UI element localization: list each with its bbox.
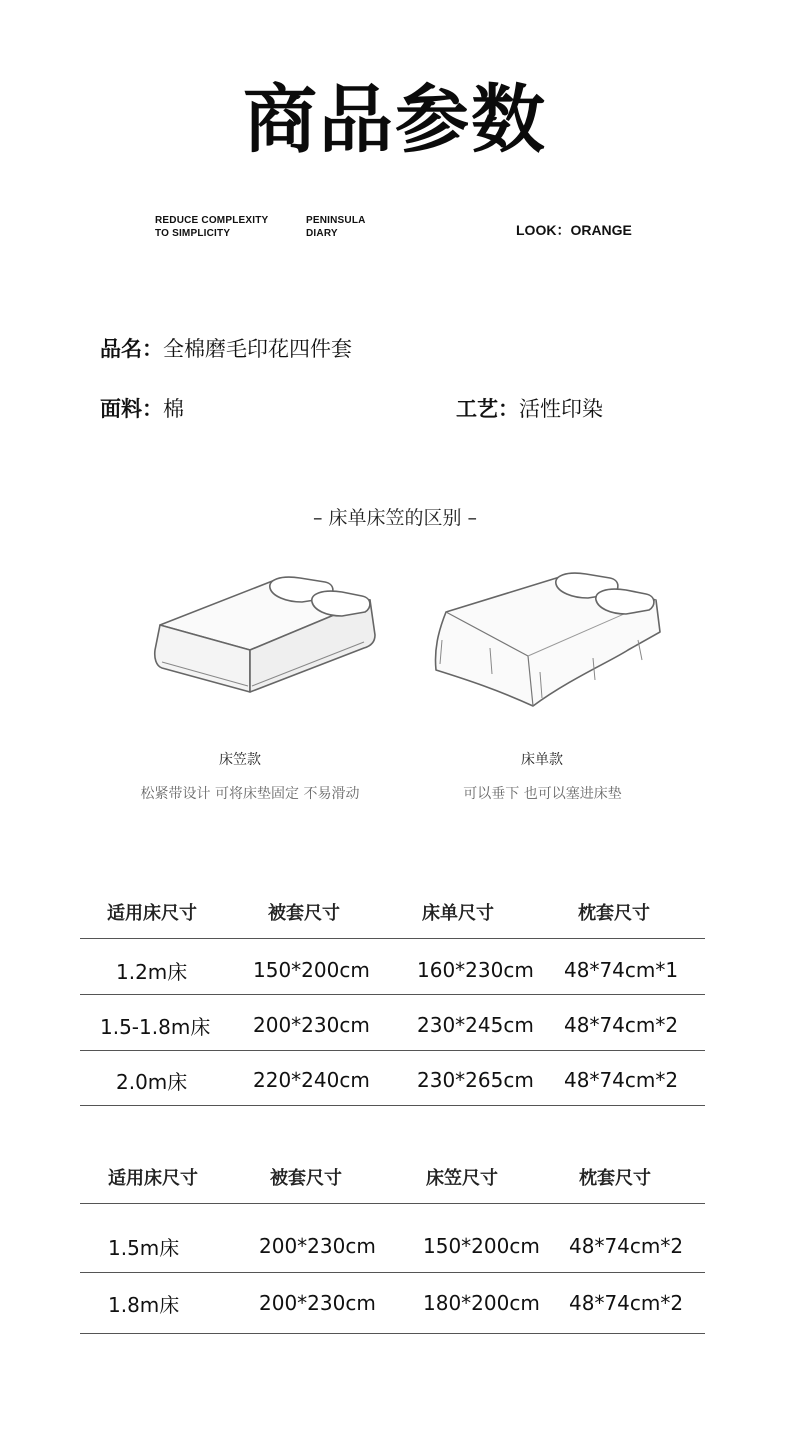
table-cell: 150*200cm: [423, 1234, 540, 1258]
brand-line-2: DIARY: [306, 228, 338, 239]
look-label: LOOK：ORANGE: [516, 222, 632, 238]
flat-sheet-description: 可以垂下 也可以塞进床垫: [463, 786, 622, 802]
table-divider: [80, 1272, 705, 1273]
table-cell: 48*74cm*2: [564, 1013, 679, 1037]
table-cell: 220*240cm: [253, 1068, 370, 1092]
fitted-sheet-illustration: [150, 570, 380, 700]
flat-sheet-label: 床单款: [521, 752, 563, 768]
table-header-cell: 适用床尺寸: [107, 903, 197, 924]
tagline-block: [155, 214, 268, 240]
fabric-row: [100, 395, 184, 423]
craft-key: 工艺：: [456, 397, 519, 421]
table-divider: [80, 1105, 705, 1106]
table-cell: 1.5m床: [108, 1236, 180, 1260]
table-cell: 200*230cm: [259, 1291, 376, 1315]
fitted-sheet-description: 松紧带设计 可将床垫固定 不易滑动: [140, 786, 360, 802]
table-cell: 200*230cm: [253, 1013, 370, 1037]
table-cell: 48*74cm*2: [564, 1068, 679, 1092]
table-cell: 48*74cm*1: [564, 958, 679, 982]
table-header-cell: 被套尺寸: [268, 903, 340, 924]
product-name-row: [100, 335, 352, 363]
table-cell: 230*265cm: [417, 1068, 534, 1092]
table-cell: 150*200cm: [253, 958, 370, 982]
difference-heading: – 床单床笠的区别 –: [312, 507, 478, 529]
product-name-value: 全棉磨毛印花四件套: [163, 337, 352, 361]
table-header-cell: 枕套尺寸: [579, 1168, 651, 1189]
tagline-line-1: REDUCE COMPLEXITY: [155, 215, 269, 226]
table-cell: 180*200cm: [423, 1291, 540, 1315]
table-header-cell: 适用床尺寸: [108, 1168, 198, 1189]
craft-value: 活性印染: [519, 397, 603, 421]
table-cell: 160*230cm: [417, 958, 534, 982]
table-cell: 1.8m床: [108, 1293, 180, 1317]
table-header-cell: 床笠尺寸: [426, 1168, 498, 1189]
table-divider: [80, 1333, 705, 1334]
table-cell: 48*74cm*2: [569, 1291, 684, 1315]
fitted-sheet-label: 床笠款: [219, 752, 261, 768]
table-divider: [80, 994, 705, 995]
table-cell: 1.2m床: [116, 960, 188, 984]
brand-line-1: PENINSULA: [306, 215, 366, 226]
table-divider: [80, 1203, 705, 1204]
product-name-key: 品名：: [100, 337, 163, 361]
flat-sheet-illustration: [428, 570, 668, 710]
table-cell: 230*245cm: [417, 1013, 534, 1037]
craft-row: [456, 395, 603, 423]
table-header-cell: 床单尺寸: [422, 903, 494, 924]
page-title: 商品参数: [243, 77, 547, 163]
table-cell: 48*74cm*2: [569, 1234, 684, 1258]
fabric-key: 面料：: [100, 397, 163, 421]
table-cell: 1.5-1.8m床: [100, 1015, 211, 1039]
table-divider: [80, 1050, 705, 1051]
table-divider: [80, 938, 705, 939]
table-header-cell: 枕套尺寸: [578, 903, 650, 924]
fabric-value: 棉: [163, 397, 184, 421]
table-cell: 200*230cm: [259, 1234, 376, 1258]
tagline-line-2: TO SIMPLICITY: [155, 228, 231, 239]
brand-block: [306, 214, 366, 240]
table-cell: 2.0m床: [116, 1070, 188, 1094]
table-header-cell: 被套尺寸: [270, 1168, 342, 1189]
